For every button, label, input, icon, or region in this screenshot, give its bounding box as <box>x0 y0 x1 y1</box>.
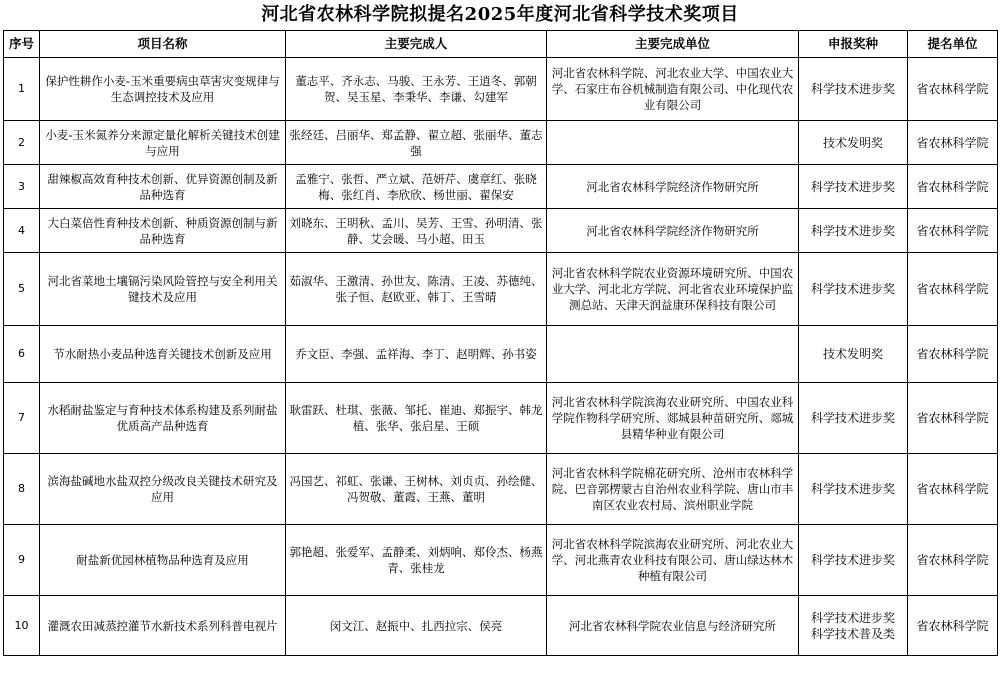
cell-award: 科学技术进步奖 <box>799 383 908 454</box>
header-award: 申报奖种 <box>799 31 908 58</box>
cell-people: 闵文江、赵振中、扎西拉宗、侯亮 <box>286 596 547 656</box>
cell-nominator: 省农林科学院 <box>908 326 998 383</box>
cell-units: 河北省农林科学院农业信息与经济研究所 <box>547 596 799 656</box>
table-row <box>4 209 998 253</box>
cell-index: 2 <box>4 121 40 165</box>
cell-units <box>547 121 799 165</box>
cell-index: 9 <box>4 525 40 596</box>
table-row <box>4 165 998 209</box>
cell-units <box>547 326 799 383</box>
cell-award: 科学技术进步奖 <box>799 253 908 326</box>
cell-project: 节水耐热小麦品种选育关键技术创新及应用 <box>40 326 286 383</box>
table-row <box>4 58 998 121</box>
cell-project: 河北省菜地土壤镉污染风险管控与安全利用关键技术及应用 <box>40 253 286 326</box>
cell-nominator: 省农林科学院 <box>908 383 998 454</box>
cell-project: 保护性耕作小麦-玉米重要病虫草害灾变规律与生态调控技术及应用 <box>40 58 286 121</box>
award-table <box>3 30 998 656</box>
cell-index: 8 <box>4 454 40 525</box>
cell-index: 5 <box>4 253 40 326</box>
header-people: 主要完成人 <box>286 31 547 58</box>
header-units: 主要完成单位 <box>547 31 799 58</box>
cell-nominator: 省农林科学院 <box>908 253 998 326</box>
cell-nominator: 省农林科学院 <box>908 525 998 596</box>
cell-people: 耿雷跃、杜琪、张薇、邹托、崔迪、郑振宇、韩龙植、张华、张启星、王硕 <box>286 383 547 454</box>
cell-award: 科学技术进步奖 <box>799 58 908 121</box>
cell-units: 河北省农林科学院滨海农业研究所、河北农业大学、河北燕青农业科技有限公司、唐山绿达林木种植有限公司 <box>547 525 799 596</box>
cell-index: 6 <box>4 326 40 383</box>
table-row <box>4 525 998 596</box>
cell-award: 技术发明奖 <box>799 326 908 383</box>
cell-award: 科学技术进步奖 <box>799 209 908 253</box>
cell-nominator: 省农林科学院 <box>908 165 998 209</box>
cell-units: 河北省农林科学院棉花研究所、沧州市农林科学院、巴音郭楞蒙古自治州农业科学院、唐山市丰南区农业农村局、滨州职业学院 <box>547 454 799 525</box>
cell-award: 科学技术进步奖 科学技术普及类 <box>799 596 908 656</box>
table-row <box>4 596 998 656</box>
cell-people: 孟雅宁、张哲、严立斌、范妍芹、虞章红、张晓梅、张红肖、李欣欣、杨世丽、翟保安 <box>286 165 547 209</box>
header-index: 序号 <box>4 31 40 58</box>
cell-project: 灌溉农田减蒸控灌节水新技术系列科普电视片 <box>40 596 286 656</box>
cell-units: 河北省农林科学院经济作物研究所 <box>547 209 799 253</box>
cell-index: 1 <box>4 58 40 121</box>
cell-index: 7 <box>4 383 40 454</box>
cell-project: 耐盐新优园林植物品种选育及应用 <box>40 525 286 596</box>
cell-people: 郭艳超、张爱军、孟静柔、刘炳响、郑伶杰、杨燕青、张桂龙 <box>286 525 547 596</box>
cell-people: 冯国艺、祁虹、张谦、王树林、刘贞贞、孙绘健、冯贺敬、董霞、王燕、董明 <box>286 454 547 525</box>
cell-index: 4 <box>4 209 40 253</box>
cell-project: 水稻耐盐鉴定与育种技术体系构建及系列耐盐优质高产品种选育 <box>40 383 286 454</box>
document-title: 河北省农林科学院拟提名2025年度河北省科学技术奖项目 <box>261 4 739 25</box>
cell-people: 茹淑华、王激清、孙世友、陈清、王凌、苏德纯、张子恒、赵欧亚、韩丁、王雪晴 <box>286 253 547 326</box>
cell-people: 张经廷、吕丽华、郑孟静、翟立超、张丽华、董志强 <box>286 121 547 165</box>
table-row <box>4 253 998 326</box>
cell-units: 河北省农林科学院经济作物研究所 <box>547 165 799 209</box>
cell-award: 科学技术进步奖 <box>799 454 908 525</box>
cell-people: 刘晓东、王明秋、孟川、吴芳、王雪、孙明清、张静、艾会暖、马小超、田玉 <box>286 209 547 253</box>
table-row <box>4 121 998 165</box>
cell-units: 河北省农林科学院滨海农业研究所、中国农业科学院作物科学研究所、郯城县种苗研究所、郯城县精华种业有限公司 <box>547 383 799 454</box>
table-row <box>4 454 998 525</box>
cell-index: 3 <box>4 165 40 209</box>
header-project: 项目名称 <box>40 31 286 58</box>
cell-project: 小麦-玉米氮养分来源定量化解析关键技术创建与应用 <box>40 121 286 165</box>
table-header-row <box>4 31 998 58</box>
cell-units: 河北省农林科学院、河北农业大学、中国农业大学、石家庄布谷机械制造有限公司、中化现代农业有限公司 <box>547 58 799 121</box>
header-nominator: 提名单位 <box>908 31 998 58</box>
cell-people: 董志平、齐永志、马骏、王永芳、王逍冬、郭朝贺、吴玉星、李秉华、李谦、勾建军 <box>286 58 547 121</box>
cell-project: 滨海盐碱地水盐双控分级改良关键技术研究及应用 <box>40 454 286 525</box>
cell-index: 10 <box>4 596 40 656</box>
cell-people: 乔文臣、李强、孟祥海、李丁、赵明辉、孙书姿 <box>286 326 547 383</box>
table-row <box>4 383 998 454</box>
cell-award: 技术发明奖 <box>799 121 908 165</box>
cell-award: 科学技术进步奖 <box>799 525 908 596</box>
table-row <box>4 326 998 383</box>
cell-nominator: 省农林科学院 <box>908 209 998 253</box>
cell-project: 大白菜倍性育种技术创新、种质资源创制与新品种选育 <box>40 209 286 253</box>
cell-nominator: 省农林科学院 <box>908 58 998 121</box>
cell-units: 河北省农林科学院农业资源环境研究所、中国农业大学、河北北方学院、河北省农业环境保护监测总站、天津天润益康环保科技有限公司 <box>547 253 799 326</box>
cell-nominator: 省农林科学院 <box>908 596 998 656</box>
cell-nominator: 省农林科学院 <box>908 454 998 525</box>
cell-nominator: 省农林科学院 <box>908 121 998 165</box>
cell-project: 甜辣椒高效育种技术创新、优异资源创制及新品种选育 <box>40 165 286 209</box>
cell-award: 科学技术进步奖 <box>799 165 908 209</box>
